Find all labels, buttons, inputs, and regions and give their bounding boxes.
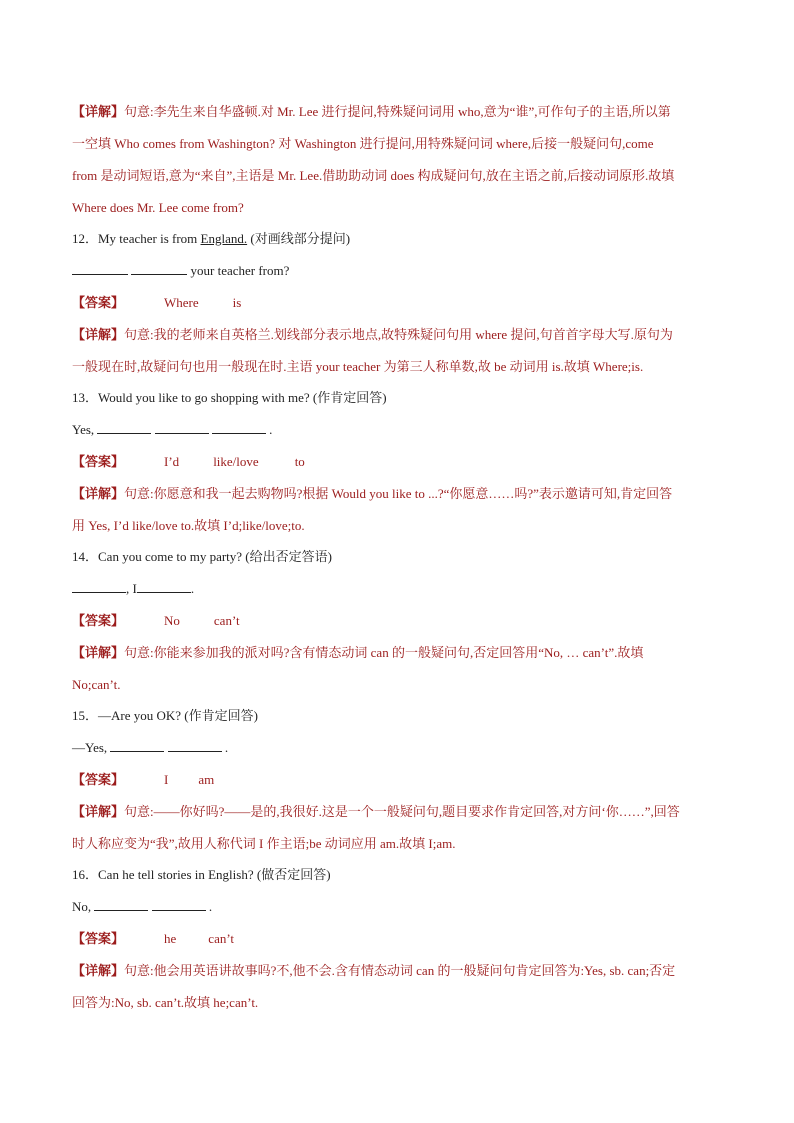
- q11-detail-line-4: Where does Mr. Lee come from?: [72, 200, 244, 215]
- detail-text: 句意:你愿意和我一起去购物吗?根据 Would you like to ...?“你愿意……吗?”表示邀请可知,肯定回答: [124, 486, 673, 501]
- answer-blank: [168, 739, 222, 752]
- q16-detail-line-2: 回答为:No, sb. can’t.故填 he;can’t.: [72, 995, 259, 1010]
- q15-blank-line: [72, 739, 228, 757]
- answer-value: like/love: [213, 454, 259, 469]
- answer-value: No: [164, 613, 180, 628]
- detail-text: 句意:我的老师来自英格兰.划线部分表示地点,故特殊疑问句用 where 提问,句首首字母大写.原句为: [124, 327, 673, 342]
- answer-blank: [155, 421, 209, 434]
- q11-detail-line-2: 一空填 Who comes from Washington? 对 Washington 进行提问,用特殊疑问词 where,后接一般疑问句,come: [72, 136, 654, 151]
- q13-blank-line: [72, 421, 272, 439]
- answer-blank: [72, 262, 128, 275]
- q12-blank-suffix: your teacher from?: [187, 263, 290, 278]
- q15-question: 15．—Are you OK? (作肯定回答): [72, 708, 258, 723]
- answer-value: I’d: [164, 454, 180, 469]
- q11-detail-line-1: [72, 103, 671, 121]
- answer-blank: [110, 739, 164, 752]
- q11-detail-line-3: from 是动词短语,意为“来自”,主语是 Mr. Lee.借助助动词 does 构成疑问句,放在主语之前,后接动词原形.故填: [72, 168, 675, 183]
- answer-blank: [152, 898, 206, 911]
- q14-answer: [72, 612, 240, 630]
- answer-blank: [94, 898, 148, 911]
- q14-detail-line-1: [72, 644, 643, 662]
- detail-label: 【详解】: [72, 804, 125, 819]
- q14-blank-mid: , I: [126, 581, 137, 596]
- answer-value: Where: [164, 295, 199, 310]
- detail-text: 句意:李先生来自华盛顿.对 Mr. Lee 进行提问,特殊疑问词用 who,意为“谁”,可作句子的主语,所以第: [124, 104, 671, 119]
- answer-blank: [97, 421, 151, 434]
- q16-detail-line-1: [72, 962, 675, 980]
- answer-value: I: [164, 772, 169, 787]
- q13-detail-line-2: 用 Yes, I’d like/love to.故填 I’d;like/love;to.: [72, 518, 305, 533]
- q12-answer: [72, 294, 241, 312]
- q13-blank-suffix: .: [265, 422, 273, 437]
- detail-text: 句意:他会用英语讲故事吗?不,他不会.含有情态动词 can 的一般疑问句肯定回答为:Yes, sb. can;否定: [124, 963, 676, 978]
- detail-text: 句意:你能来参加我的派对吗?含有情态动词 can 的一般疑问句,否定回答用“No, … can’t”.故填: [124, 645, 644, 660]
- answer-value: to: [294, 454, 305, 469]
- answer-label: 【答案】: [72, 931, 125, 946]
- q16-answer: [72, 930, 234, 948]
- q15-detail-line-1: [72, 803, 680, 821]
- q13-answer: [72, 453, 305, 471]
- q13-blank-prefix: Yes,: [72, 422, 98, 437]
- q14-blank-line: [72, 580, 194, 598]
- q15-blank-suffix: .: [221, 740, 229, 755]
- q15-answer: [72, 771, 214, 789]
- q12-detail-line-2: 一般现在时,故疑问句也用一般现在时.主语 your teacher 为第三人称单数,故 be 动词用 is.故填 Where;is.: [72, 359, 644, 374]
- q14-detail-line-2: No;can’t.: [72, 677, 121, 692]
- answer-label: 【答案】: [72, 454, 125, 469]
- answer-blank: [137, 580, 191, 593]
- detail-text: 句意:——你好吗?——是的,我很好.这是一个一般疑问句,题目要求作肯定回答,对方问‘你……”,回答: [124, 804, 680, 819]
- answer-blank: [72, 580, 126, 593]
- answer-label: 【答案】: [72, 772, 125, 787]
- q12-detail-line-1: [72, 326, 673, 344]
- answer-value: can’t: [208, 931, 235, 946]
- q16-question: 16．Can he tell stories in English? (做否定回答): [72, 867, 331, 882]
- detail-label: 【详解】: [72, 327, 125, 342]
- q14-question: 14．Can you come to my party? (给出否定答语): [72, 549, 332, 564]
- answer-blank: [212, 421, 266, 434]
- q15-blank-prefix: —Yes,: [72, 740, 111, 755]
- q12-suffix: (对画线部分提问): [247, 231, 351, 246]
- q13-detail-line-1: [72, 485, 672, 503]
- q13-question: 13．Would you like to go shopping with me? (作肯定回答): [72, 390, 387, 405]
- q12-question: [72, 230, 350, 248]
- answer-value: he: [164, 931, 177, 946]
- q12-underlined-word: England.: [200, 231, 248, 246]
- q12-prefix: 12．My teacher is from: [72, 231, 201, 246]
- q16-blank-prefix: No,: [72, 899, 95, 914]
- q15-detail-line-2: 时人称应变为“我”,故用人称代词 I 作主语;be 动词应用 am.故填 I;am.: [72, 836, 456, 851]
- answer-label: 【答案】: [72, 295, 125, 310]
- detail-label: 【详解】: [72, 104, 125, 119]
- answer-value: is: [232, 295, 242, 310]
- q16-blank-line: [72, 898, 212, 916]
- detail-label: 【详解】: [72, 486, 125, 501]
- detail-label: 【详解】: [72, 645, 125, 660]
- answer-value: am: [198, 772, 215, 787]
- q14-blank-suffix: .: [190, 581, 195, 596]
- answer-blank: [131, 262, 187, 275]
- detail-label: 【详解】: [72, 963, 125, 978]
- q12-blank-line: [72, 262, 289, 280]
- q16-blank-suffix: .: [205, 899, 213, 914]
- answer-label: 【答案】: [72, 613, 125, 628]
- answer-value: can’t: [213, 613, 240, 628]
